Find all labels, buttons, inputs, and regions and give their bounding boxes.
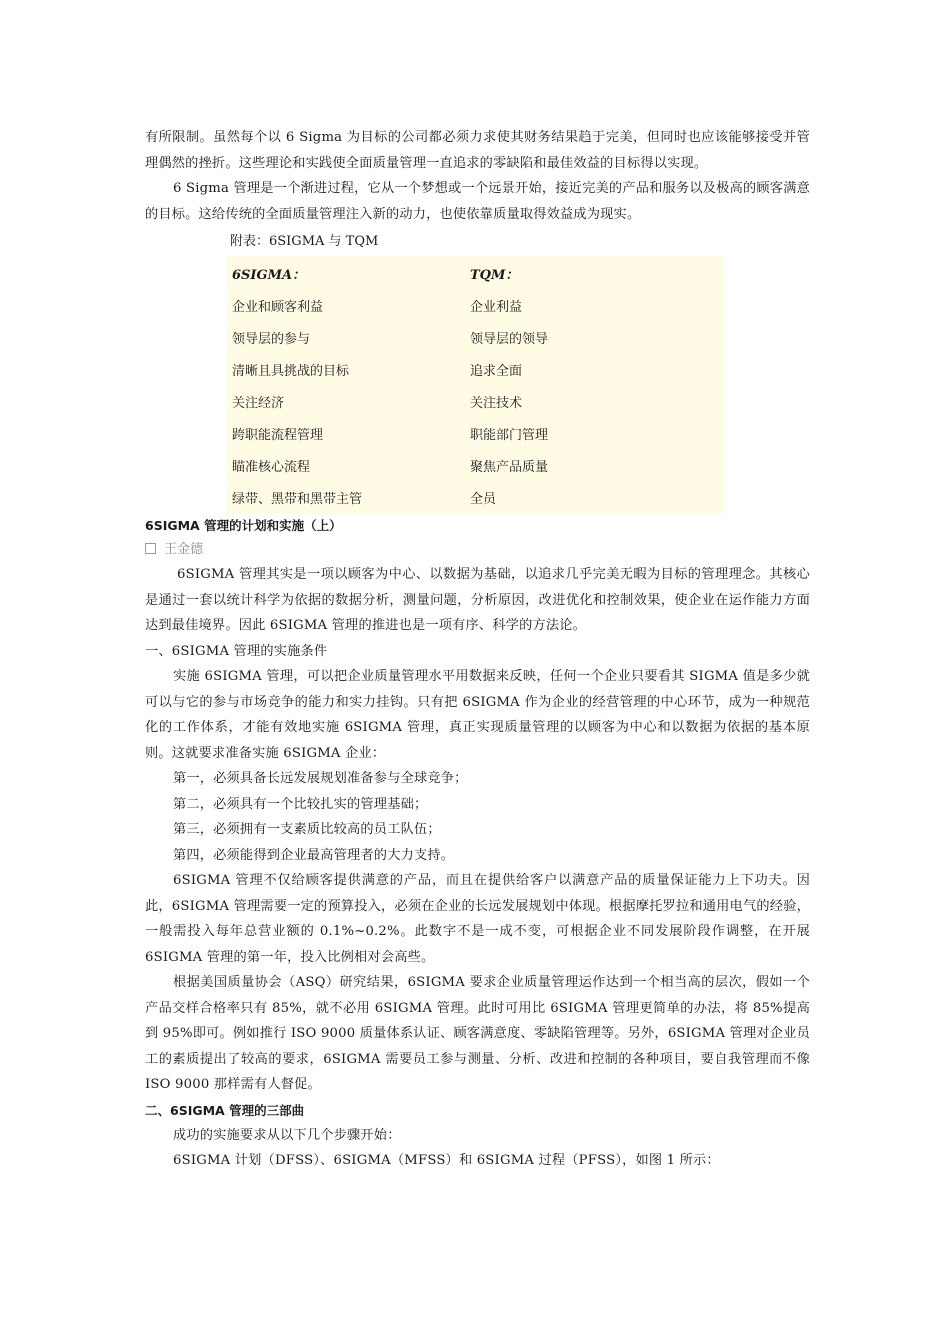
- table-cell-6sigma: 关注经济: [232, 396, 285, 411]
- condition-item: 第四，必须能得到企业最高管理者的大力支持。: [173, 847, 455, 863]
- table-row: [227, 384, 724, 416]
- table-cell-6sigma: 瞄准核心流程: [232, 460, 311, 475]
- comparison-table: [227, 256, 724, 513]
- table-header-6sigma: 6SIGMA：: [232, 268, 306, 283]
- table-row: [227, 352, 724, 384]
- intro-paragraph-1: 有所限制。虽然每个以 6 Sigma 为目标的公司都必须力求使其财务结果趋于完美，但同时也应该能够接受并管理偶然的挫折。这些理论和实践使全面质量管理一直追求的零缺陷和最佳效益的目标得以实现。: [145, 130, 810, 171]
- condition-item: 第一，必须具备长远发展规划准备参与全球竞争；: [173, 771, 468, 786]
- condition-item: 第三，必须拥有一支素质比较高的员工队伍；: [173, 822, 441, 837]
- article-title: 6SIGMA 管理的计划和实施（上）: [145, 518, 342, 533]
- section-2-paragraph-1: 成功的实施要求从以下几个步骤开始：: [173, 1127, 401, 1143]
- table-cell-6sigma: 企业和顾客利益: [232, 300, 324, 315]
- condition-item: 第二，必须具有一个比较扎实的管理基础；: [173, 796, 428, 812]
- section-1-title: 一、6SIGMA 管理的实施条件: [145, 643, 328, 659]
- table-cell-6sigma: 跨职能流程管理: [232, 428, 324, 443]
- section-1-paragraph-2: 6SIGMA 管理不仅给顾客提供满意的产品，而且在提供给客户以满意产品的质量保证能力上下功夫。因此，6SIGMA 管理需要一定的预算投入，必须在企业的长远发展规划中体现。根据摩托罗拉和通用电气的经验，一般需投入每年总营业额的 0.1%~0.2%。此数字不是一成不变，可根据企业不同发展阶段作调整，在开展 6SIGMA 管理的第一年，投入比例相对会高些。: [145, 873, 810, 965]
- table-row: [227, 480, 724, 512]
- table-cell-tqm: 聚焦产品质量: [470, 460, 549, 475]
- article-section: [145, 513, 810, 1174]
- author-name: 王金德: [164, 542, 204, 557]
- table-cell-6sigma: 领导层的参与: [232, 332, 311, 347]
- intro-paragraph-2: 6 Sigma 管理是一个渐进过程，它从一个梦想或一个远景开始，接近完美的产品和服务以及极高的顾客满意的目标。这给传统的全面质量管理注入新的动力，也使依靠质量取得效益成为现实。: [145, 181, 810, 222]
- table-row: [227, 448, 724, 480]
- article-author: [145, 538, 810, 562]
- table-caption: 附表：6SIGMA 与 TQM: [230, 234, 379, 249]
- table-row: [227, 320, 724, 352]
- section-1-paragraph-3: 根据美国质量协会（ASQ）研究结果，6SIGMA 要求企业质量管理运作达到一个相当高的层次，假如一个产品交样合格率只有 85%，就不必用 6SIGMA 管理。此时可用比 6SIGMA 管理更简单的办法，将 85%提高到 95%即可。例如推行 ISO 9000 质量体系认证、顾客满意度、零缺陷管理等。另外，6SIGMA 管理对企业员工的素质提出了较高的要求，6SIGMA 需要员工参与测量、分析、改进和控制的各种项目，要自我管理而不像 ISO 9000 那样需有人督促。: [145, 975, 810, 1092]
- section-2-title: 二、6SIGMA 管理的三部曲: [145, 1102, 305, 1118]
- table-cell-tqm: 关注技术: [470, 396, 523, 411]
- table-cell-tqm: 企业利益: [470, 300, 523, 315]
- checkbox-icon: [145, 543, 156, 554]
- intro-section: [145, 125, 810, 227]
- table-row: [227, 288, 724, 320]
- table-header-tqm: TQM：: [470, 268, 519, 283]
- table-cell-tqm: 职能部门管理: [470, 428, 549, 443]
- table-cell-6sigma: 清晰且具挑战的目标: [232, 364, 350, 379]
- table-cell-tqm: 领导层的领导: [470, 332, 549, 347]
- table-row: [227, 416, 724, 448]
- table-cell-tqm: 追求全面: [470, 364, 523, 379]
- article-lead-paragraph: 6SIGMA 管理其实是一项以顾客为中心、以数据为基础，以追求几乎完美无暇为目标的管理理念。其核心是通过一套以统计科学为依据的数据分析，测量问题，分析原因，改进优化和控制效果，使企业在运作能力方面达到最佳境界。因此 6SIGMA 管理的推进也是一项有序、科学的方法论。: [145, 567, 810, 633]
- table-cell-tqm: 全员: [470, 492, 497, 507]
- section-1-paragraph-1: 实施 6SIGMA 管理，可以把企业质量管理水平用数据来反映，任何一个企业只要看其 SIGMA 值是多少就可以与它的参与市场竞争的能力和实力挂钩。只有把 6SIGMA 作为企业的经营管理的中心环节，成为一种规范化的工作体系，才能有效地实施 6SIGMA 管理，真正实现质量管理的以顾客为中心和以数据为依据的基本原则。这就要求准备实施 6SIGMA 企业：: [145, 669, 810, 761]
- section-2-paragraph-2: 6SIGMA 计划（DFSS）、6SIGMA（MFSS）和 6SIGMA 过程（PFSS），如图 1 所示：: [173, 1153, 720, 1168]
- table-cell-6sigma: 绿带、黑带和黑带主管: [232, 492, 363, 507]
- table-header-row: [227, 256, 724, 288]
